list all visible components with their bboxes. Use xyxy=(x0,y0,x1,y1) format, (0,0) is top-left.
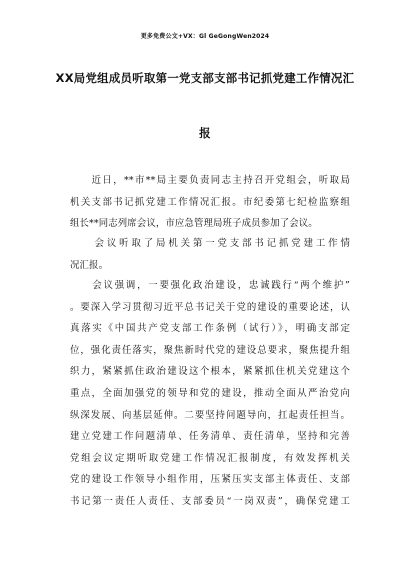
paragraph-line: 书记第一责任人责任、支部委员“一岗双责”，确保党建工 xyxy=(70,495,350,507)
paragraph-line: 真落实《中国共产党支部工作条例（试行）》，明确支部定 xyxy=(70,323,350,335)
paragraph-line: 组长**同志列席会议，市应急管理局班子成员参加了会议。 xyxy=(70,218,318,230)
paragraph-2 xyxy=(70,233,350,276)
paragraph-line: 况汇报。 xyxy=(70,259,109,271)
paragraph-3 xyxy=(70,275,350,513)
paragraph-line: 近日，**市**局主要负责同志主持召开党组会，听取局 xyxy=(70,175,350,186)
paragraph-line: 会议强调，一要强化政治建设，忠诚践行“两个维护” xyxy=(70,280,350,291)
paragraph-1 xyxy=(70,170,350,235)
document-title-line-1: XX局党组成员听取第一党支部支部书记抓党建工作情况汇 xyxy=(55,71,355,85)
paragraph-line: 会议听取了局机关第一党支部书记抓党建工作情 xyxy=(70,238,350,249)
paragraph-line: 织力，紧紧抓住政治建设这个根本，紧紧抓住机关党建这个 xyxy=(70,366,350,378)
paragraph-line: 党组会议定期听取党建工作情况汇报制度，有效发挥机关 xyxy=(70,452,350,464)
paragraph-line: 纵深发展、向基层延伸。二要坚持问题导向，扛起责任担当。 xyxy=(70,409,350,421)
paragraph-line: 党的建设工作领导小组作用，压紧压实支部主体责任、支部 xyxy=(70,474,350,486)
document-title-line-2: 报 xyxy=(199,126,211,140)
paragraph-line: 。要深入学习贯彻习近平总书记关于党的建设的重要论述，认 xyxy=(70,301,350,313)
header-note: 更多免费公文+VX：Gl GeGongWen2024 xyxy=(140,33,270,40)
paragraph-line: 建立党建工作问题清单、任务清单、责任清单，坚持和完善 xyxy=(70,431,350,443)
paragraph-line: 位，强化责任落实，聚焦新时代党的建设总要求，聚焦提升组 xyxy=(70,344,350,356)
paragraph-line: 重点，全面加强党的领导和党的建设，推动全面从严治党向 xyxy=(70,387,350,399)
paragraph-line: 机关支部书记抓党建工作情况汇报。市纪委第七纪检监察组 xyxy=(70,196,350,208)
